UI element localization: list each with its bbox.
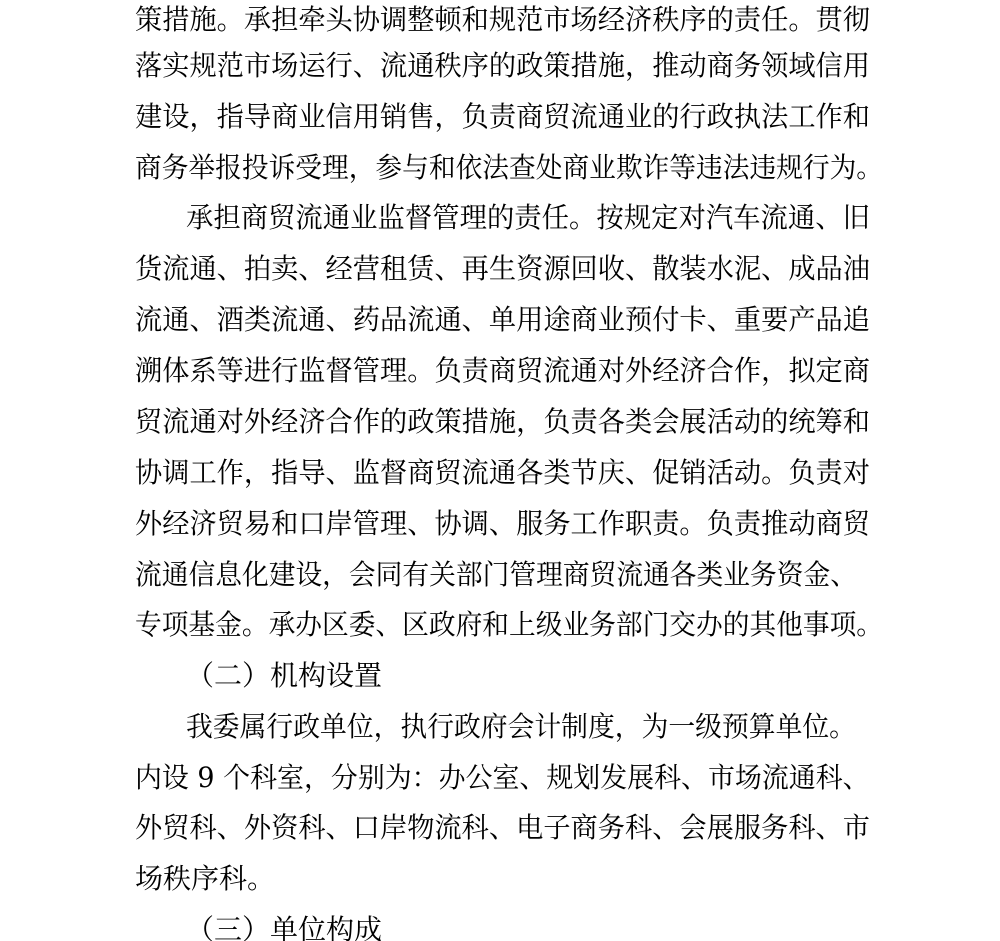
- paragraph-line: 专项基金。承办区委、区政府和上级业务部门交办的其他事项。: [135, 608, 884, 641]
- paragraph-line: 外经济贸易和口岸管理、协调、服务工作职责。负责推动商贸: [135, 507, 870, 540]
- paragraph-line: 策措施。承担牵头协调整顿和规范市场经济秩序的责任。贯彻: [135, 3, 870, 36]
- paragraph-line: 流通信息化建设，会同有关部门管理商贸流通各类业务资金、: [135, 558, 857, 591]
- paragraph-line: 外贸科、外资科、口岸物流科、电子商务科、会展服务科、市: [135, 811, 870, 844]
- section-heading: （三）单位构成: [186, 913, 383, 941]
- paragraph-line: 协调工作，指导、监督商贸流通各类节庆、促销活动。负责对: [135, 456, 870, 489]
- paragraph-line: 溯体系等进行监督管理。负责商贸流通对外经济合作，拟定商: [135, 354, 870, 387]
- paragraph-line: 建设，指导商业信用销售，负责商贸流通业的行政执法工作和: [135, 100, 870, 133]
- section-heading: （二）机构设置: [186, 659, 383, 692]
- paragraph-line: 场秩序科。: [135, 862, 276, 895]
- paragraph-line: 贸流通对外经济合作的政策措施，负责各类会展活动的统筹和: [135, 405, 870, 438]
- paragraph-line: 落实规范市场运行、流通秩序的政策措施，推动商务领域信用: [135, 49, 870, 82]
- paragraph-line: 承担商贸流通业监督管理的责任。按规定对汽车流通、旧: [186, 201, 870, 234]
- paragraph-line: 商务举报投诉受理，参与和依法查处商业欺诈等违法违规行为。: [135, 151, 884, 184]
- paragraph-line: 内设 9 个科室，分别为：办公室、规划发展科、市场流通科、: [135, 761, 870, 794]
- paragraph-line: 货流通、拍卖、经营租赁、再生资源回收、散装水泥、成品油: [135, 252, 870, 285]
- paragraph-line: 流通、酒类流通、药品流通、单用途商业预付卡、重要产品追: [135, 303, 870, 336]
- paragraph-line: 我委属行政单位，执行政府会计制度，为一级预算单位。: [186, 710, 856, 743]
